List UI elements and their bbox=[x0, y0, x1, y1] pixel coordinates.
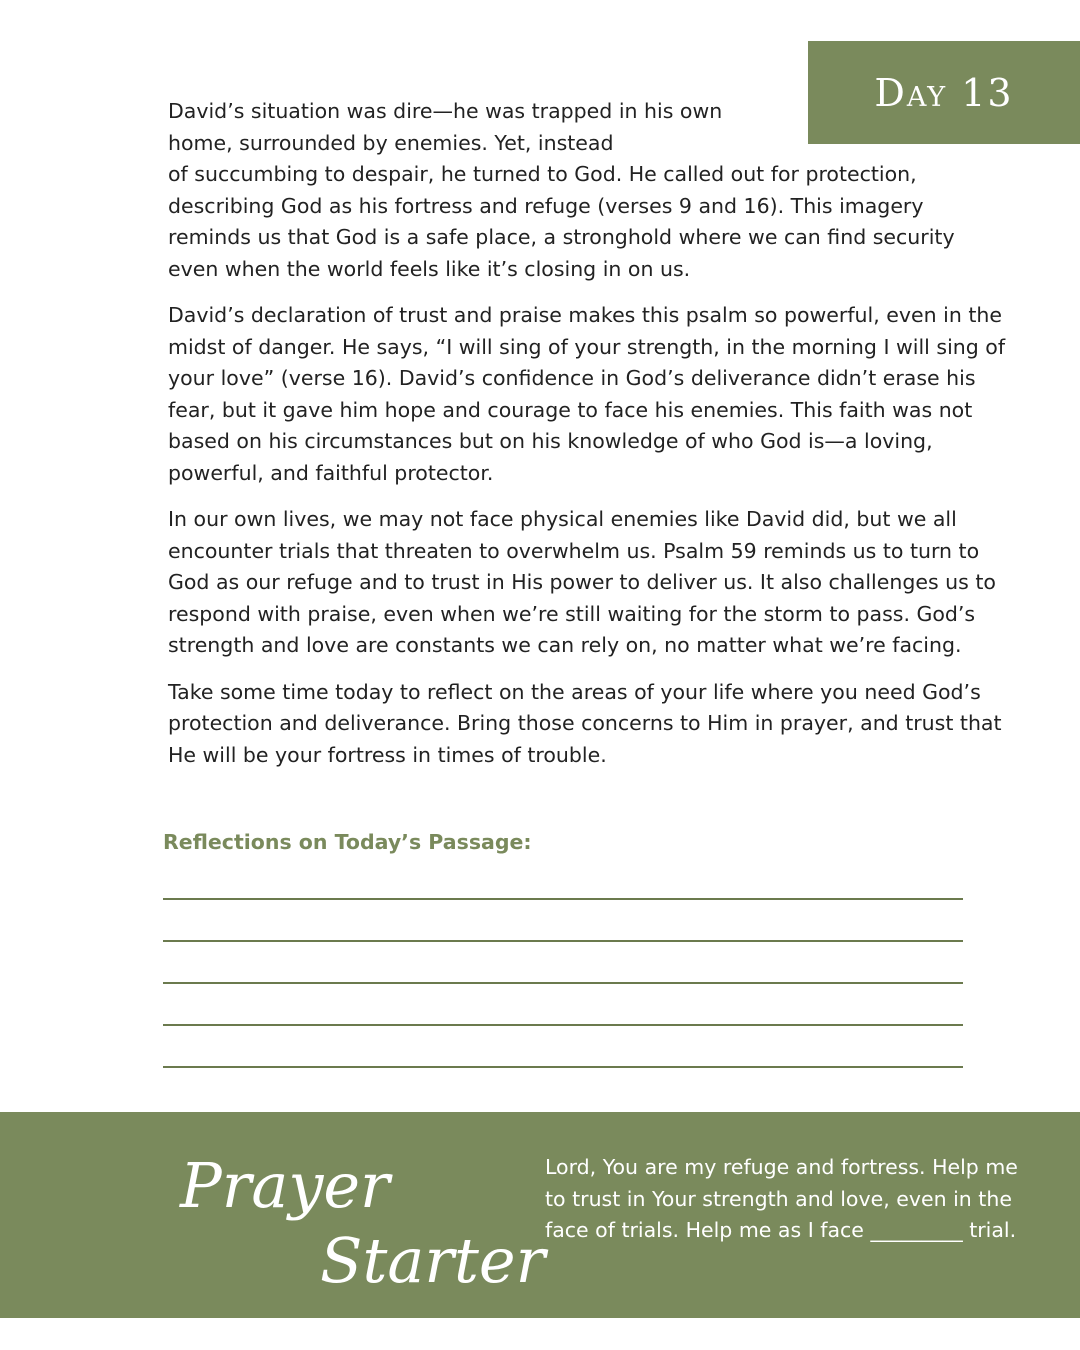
devotional-body bbox=[168, 96, 1008, 786]
reflection-line[interactable] bbox=[163, 1024, 963, 1026]
paragraph-2: David’s declaration of trust and praise makes this psalm so powerful, even in the midst of danger. He says, “I will sing of your strength, in the morning I will sing of your love” (verse 16). David’s confidence in God’s deliverance didn’t erase his fear, but it gave him hope and courage to face his enemies. This faith was not based on his circumstances but on his knowledge of who God is—a loving, powerful, and faithful protector. bbox=[168, 303, 1006, 485]
reflection-line[interactable] bbox=[163, 940, 963, 942]
paragraph-1 bbox=[168, 96, 1008, 285]
script-word-starter: Starter bbox=[320, 1224, 546, 1297]
prayer-text: Lord, You are my refuge and fortress. Help me to trust in Your strength and love, even in the face of trials. Help me as I face _________ trial. bbox=[545, 1155, 1018, 1242]
paragraph-1-rest: of succumbing to despair, he turned to God. He called out for protection, describing God as his fortress and refuge (verses 9 and 16). This imagery reminds us that God is a safe place, a stronghold where we can find security even when the world feels like it’s closing in on us. bbox=[168, 162, 955, 281]
script-word-prayer: Prayer bbox=[180, 1149, 390, 1222]
reflection-line[interactable] bbox=[163, 898, 963, 900]
reflection-lines bbox=[163, 898, 963, 1108]
reflection-line[interactable] bbox=[163, 982, 963, 984]
prayer-starter-script-title bbox=[170, 1132, 546, 1312]
prayer-starter-band bbox=[0, 1112, 1080, 1318]
reflection-line[interactable] bbox=[163, 1066, 963, 1068]
paragraph-1-intro: David’s situation was dire—he was trapped in his own home, surrounded by enemies. Yet, instead bbox=[168, 99, 723, 155]
reflections-heading: Reflections on Today’s Passage: bbox=[163, 830, 532, 854]
paragraph-4: Take some time today to reflect on the areas of your life where you need God’s protection and deliverance. Bring those concerns to Him in prayer, and trust that He will be your fortress in times of trouble. bbox=[168, 679, 1002, 767]
paragraph-3: In our own lives, we may not face physical enemies like David did, but we all encounter trials that threaten to overwhelm us. Psalm 59 reminds us to turn to God as our refuge and to trust in His power to deliver us. It also challenges us to respond with praise, even when we’re still waiting for the storm to pass. God’s strength and love are constants we can rely on, no matter what we’re facing. bbox=[168, 507, 996, 657]
day-badge-label: Day 13 bbox=[874, 70, 1014, 115]
